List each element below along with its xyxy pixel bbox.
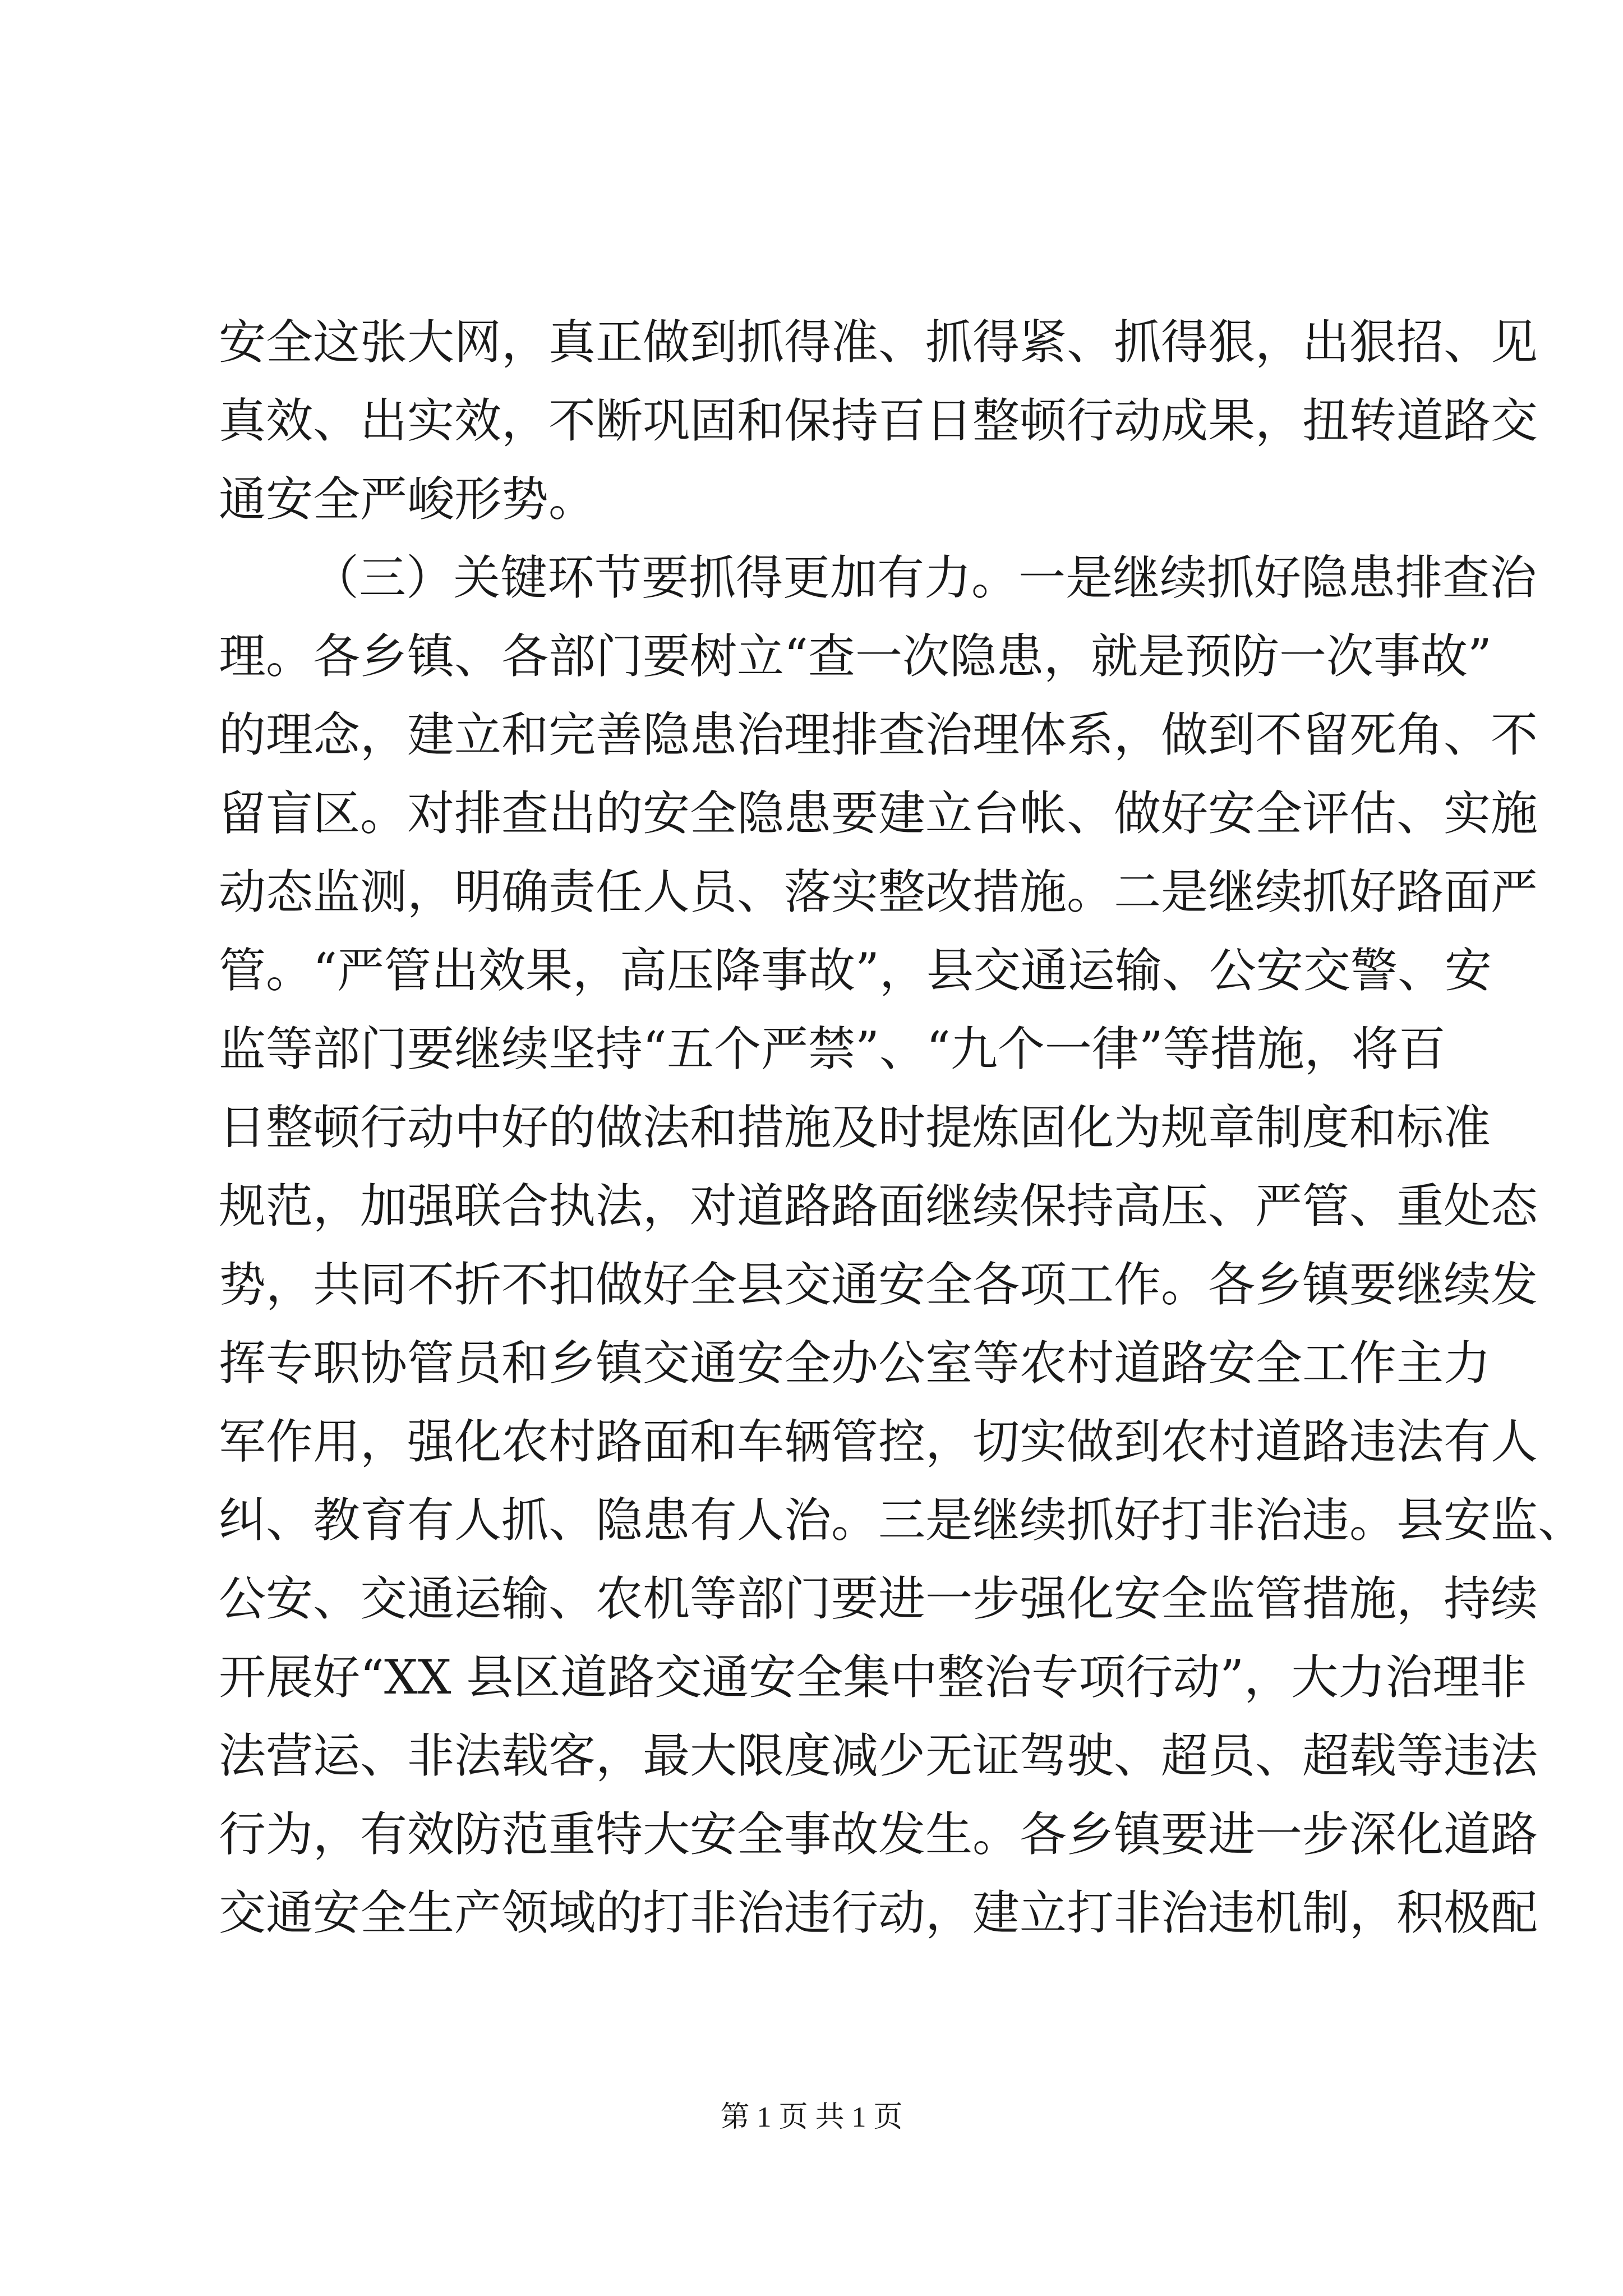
text-line: 军作用，强化农村路面和车辆管控，切实做到农村道路违法有人 [219,1414,1538,1469]
text-line: 通安全严峻形势。 [219,472,596,527]
text-line: 日整顿行动中好的做法和措施及时提炼固化为规章制度和标准 [219,1100,1491,1155]
text-line: 规范，加强联合执法，对道路路面继续保持高压、严管、重处态 [219,1179,1538,1234]
page-footer: 第 1 页 共 1 页 [720,2101,903,2133]
text-line: 安全这张大网，真正做到抓得准、抓得紧、抓得狠，出狠招、见 [219,315,1538,370]
text-line: 公安、交通运输、农机等部门要进一步强化安全监管措施，持续 [219,1571,1538,1626]
text-line: 监等部门要继续坚持“五个严禁”、“九个一律”等措施，将百 [219,1022,1446,1076]
text-line: 势，共同不折不扣做好全县交通安全各项工作。各乡镇要继续发 [219,1257,1538,1312]
text-line: 挥专职协管员和乡镇交通安全办公室等农村道路安全工作主力 [219,1336,1491,1391]
text-line: 开展好“XX 县区道路交通安全集中整治专项行动”，大力治理非 [219,1650,1527,1705]
text-line: 管。“严管出效果，高压降事故”，县交通运输、公安交警、安 [219,943,1492,998]
text-line: 交通安全生产领域的打非治违行动，建立打非治违机制，积极配 [219,1885,1538,1940]
text-line: 法营运、非法载客，最大限度减少无证驾驶、超员、超载等违法 [219,1728,1538,1783]
text-line: 的理念，建立和完善隐患治理排查治理体系，做到不留死角、不 [219,707,1538,762]
paragraph-start-line: （三）关键环节要抓得更加有力。一是继续抓好隐患排查治 [312,550,1537,605]
text-line: 行为，有效防范重特大安全事故发生。各乡镇要进一步深化道路 [219,1807,1538,1862]
text-line: 真效、出实效，不断巩固和保持百日整顿行动成果，扭转道路交 [219,393,1538,448]
text-line: 纠、教育有人抓、隐患有人治。三是继续抓好打非治违。县安监、 [219,1493,1585,1548]
text-line: 动态监测，明确责任人员、落实整改措施。二是继续抓好路面严 [219,864,1538,919]
text-line: 留盲区。对排查出的安全隐患要建立台帐、做好安全评估、实施 [219,786,1538,841]
text-line: 理。各乡镇、各部门要树立“查一次隐患，就是预防一次事故” [219,629,1492,684]
